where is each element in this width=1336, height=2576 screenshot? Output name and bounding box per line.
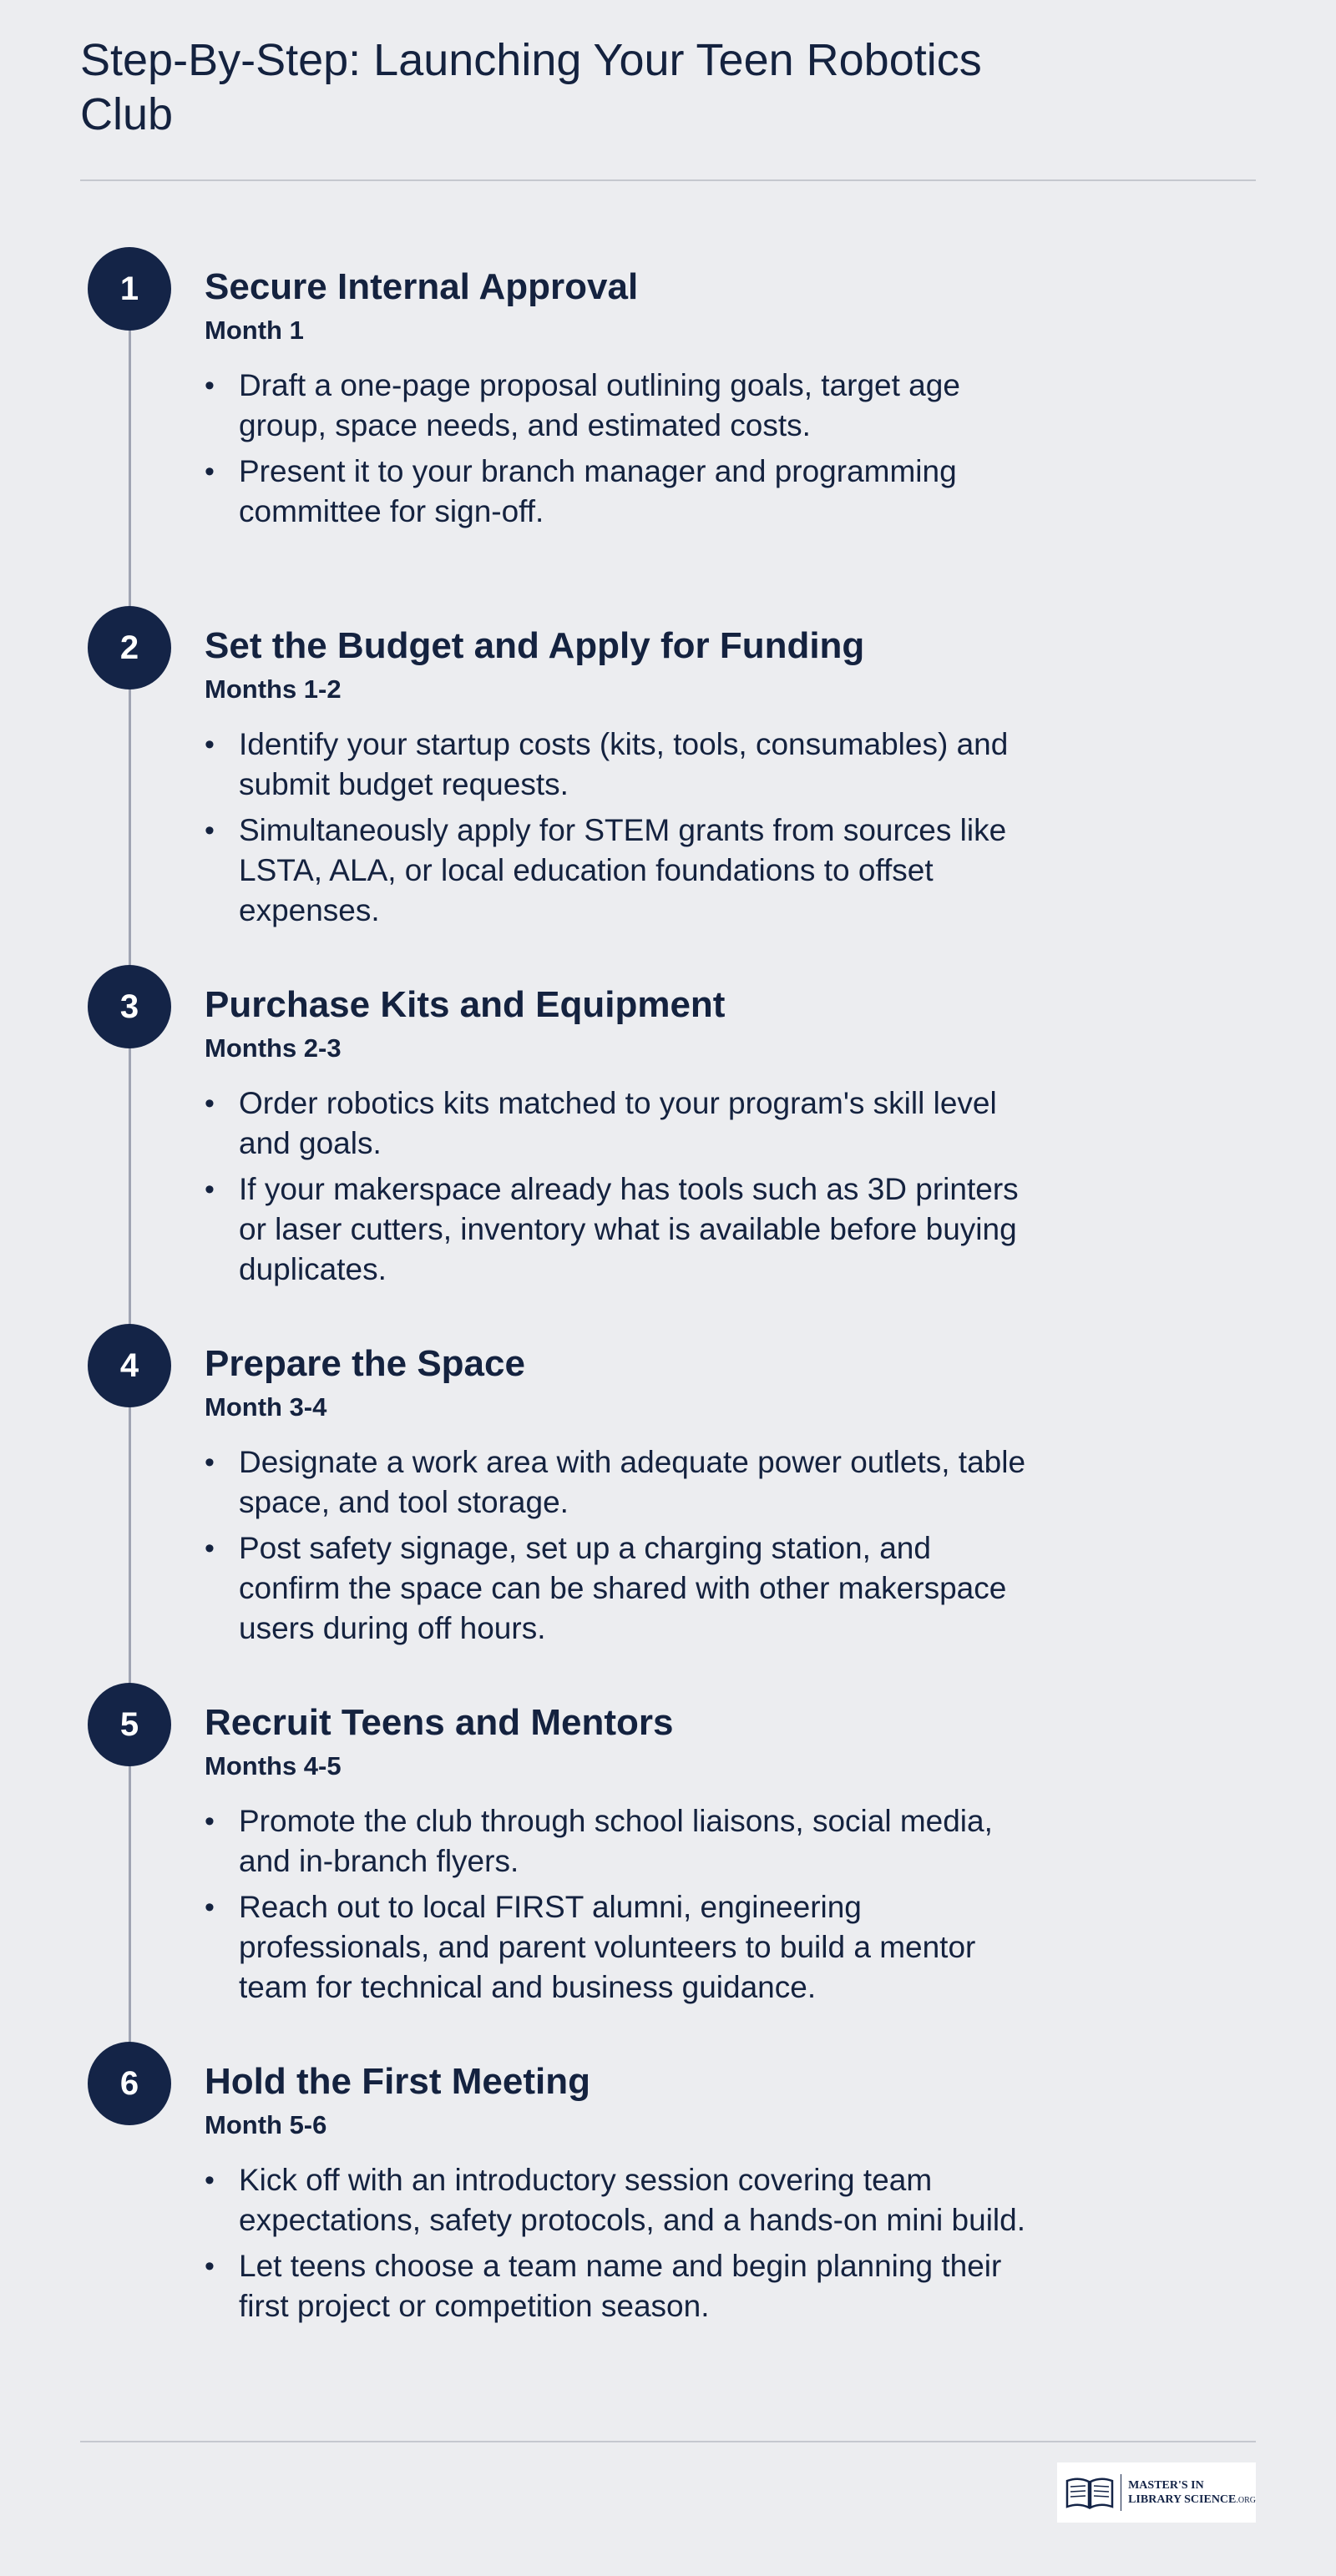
step-content: [205, 2058, 1040, 2332]
open-book-icon: [1064, 2474, 1116, 2511]
step-title: Recruit Teens and Mentors: [205, 1702, 674, 1743]
step-point: • If your makerspace already has tools such as 3D printers or laser cutters, inventory what is available before buying duplicates.: [205, 1169, 1040, 1290]
step-point: • Identify your startup costs (kits, tools, consumables) and submit budget requests.: [205, 725, 1040, 805]
site-logo[interactable]: [1057, 2462, 1256, 2523]
timeline-line: [129, 289, 131, 2085]
step-point: • Simultaneously apply for STEM grants from sources like LSTA, ALA, or local education foundations to offset expenses.: [205, 811, 1040, 931]
step-point: • Designate a work area with adequate power outlets, table space, and tool storage.: [205, 1442, 1040, 1523]
step-title: Secure Internal Approval: [205, 266, 639, 307]
step-number-circle: 3: [88, 965, 171, 1048]
step-points-list: [205, 725, 1040, 931]
step-point: • Draft a one-page proposal outlining goals, target age group, space needs, and estimated costs.: [205, 366, 1040, 446]
step-points-list: [205, 1442, 1040, 1649]
step-period: Months 4-5: [205, 1751, 342, 1780]
logo-text: [1128, 2478, 1256, 2508]
step-period: Months 2-3: [205, 1033, 342, 1063]
step-point: • Kick off with an introductory session covering team expectations, safety protocols, and a hands-on mini build.: [205, 2160, 1040, 2240]
step-title: Prepare the Space: [205, 1343, 525, 1384]
logo-suffix: .ORG: [1236, 2495, 1256, 2505]
step-point: • Let teens choose a team name and begin planning their first project or competition season.: [205, 2246, 1040, 2326]
top-divider: [80, 179, 1256, 181]
step-points-list: [205, 1801, 1040, 2008]
step-point: • Post safety signage, set up a charging station, and confirm the space can be shared with other makerspace users during off hours.: [205, 1528, 1040, 1649]
step-content: [205, 1700, 1040, 2013]
step-content: [205, 982, 1040, 1296]
step-point: • Promote the club through school liaisons, social media, and in-branch flyers.: [205, 1801, 1040, 1881]
step-number-circle: 1: [88, 247, 171, 331]
step-point: • Order robotics kits matched to your program's skill level and goals.: [205, 1083, 1040, 1164]
step-number-circle: 5: [88, 1683, 171, 1766]
step-period: Month 3-4: [205, 1392, 327, 1422]
step-title: Set the Budget and Apply for Funding: [205, 625, 865, 666]
step-period: Month 1: [205, 316, 304, 345]
step-points-list: [205, 1083, 1040, 1290]
step-period: Months 1-2: [205, 674, 342, 704]
bottom-divider: [80, 2441, 1256, 2442]
logo-line-2-main: LIBRARY SCIENCE: [1128, 2493, 1237, 2506]
step-number-circle: 2: [88, 606, 171, 689]
step-number-circle: 6: [88, 2042, 171, 2125]
page-title: Step-By-Step: Launching Your Teen Robotics Club: [80, 35, 982, 139]
step-title: Hold the First Meeting: [205, 2061, 590, 2102]
step-title: Purchase Kits and Equipment: [205, 984, 726, 1025]
step-point: • Reach out to local FIRST alumni, engineering professionals, and parent volunteers to build a mentor team for technical and business guidance.: [205, 1887, 1040, 2008]
step-content: [205, 623, 1040, 937]
step-content: [205, 264, 1040, 538]
logo-line-2: [1128, 2493, 1256, 2508]
step-period: Month 5-6: [205, 2110, 327, 2139]
logo-line-1: MASTER'S IN: [1128, 2478, 1204, 2492]
step-number-circle: 4: [88, 1324, 171, 1407]
step-points-list: [205, 366, 1040, 532]
step-point: • Present it to your branch manager and programming committee for sign-off.: [205, 452, 1040, 532]
step-points-list: [205, 2160, 1040, 2326]
step-content: [205, 1341, 1040, 1654]
